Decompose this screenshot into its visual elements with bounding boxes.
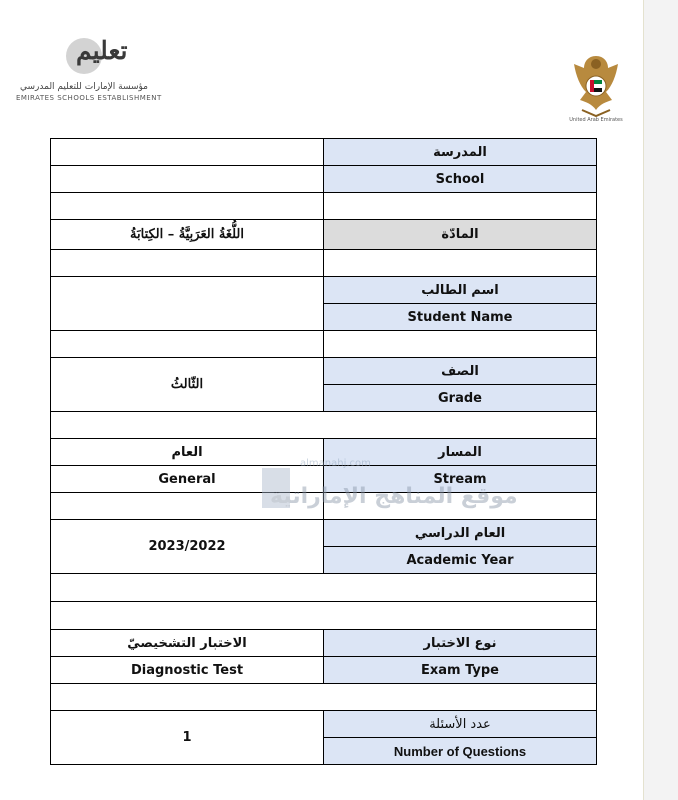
table-row bbox=[51, 331, 597, 358]
spacer-cell bbox=[51, 193, 324, 220]
stream-value-en: General bbox=[51, 466, 324, 493]
subject-value: اللُّغَةُ العَرَبِيَّةُ – الكِتابَةُ bbox=[51, 220, 324, 250]
questions-label-ar: عدد الأسئلة bbox=[324, 711, 597, 738]
ese-logo-arabic: مؤسسة الإمارات للتعليم المدرسي bbox=[20, 82, 148, 92]
spacer-cell bbox=[51, 331, 324, 358]
subject-label: المادّة bbox=[324, 220, 597, 250]
table-row bbox=[51, 139, 597, 166]
ese-logo-word: تعليم bbox=[76, 36, 128, 65]
table-row bbox=[51, 657, 597, 684]
student-name-value[interactable] bbox=[51, 277, 324, 331]
spacer-cell bbox=[324, 250, 597, 277]
student-label-en: Student Name bbox=[324, 304, 597, 331]
stream-label-en: Stream bbox=[324, 466, 597, 493]
table-row bbox=[51, 193, 597, 220]
grade-value: الثّالثُ bbox=[51, 358, 324, 412]
info-table bbox=[50, 138, 597, 765]
spacer-cell bbox=[51, 684, 597, 711]
questions-count-value: 1 bbox=[51, 711, 324, 765]
school-label-en: School bbox=[324, 166, 597, 193]
table-row bbox=[51, 630, 597, 657]
academic-year-label-ar: العام الدراسي bbox=[324, 520, 597, 547]
table-row bbox=[51, 684, 597, 711]
questions-label-en: Number of Questions bbox=[324, 738, 597, 765]
spacer-cell bbox=[51, 412, 597, 439]
spacer-cell bbox=[324, 193, 597, 220]
ese-logo-english: EMIRATES SCHOOLS ESTABLISHMENT bbox=[16, 94, 162, 102]
table-row bbox=[51, 602, 597, 630]
grade-label-en: Grade bbox=[324, 385, 597, 412]
watermark-site: almanahj.com bbox=[300, 458, 371, 469]
table-row bbox=[51, 277, 597, 304]
academic-year-label-en: Academic Year bbox=[324, 547, 597, 574]
table-row bbox=[51, 711, 597, 738]
student-label-ar: اسم الطالب bbox=[324, 277, 597, 304]
uae-caption: United Arab Emirates bbox=[569, 117, 623, 123]
school-value[interactable] bbox=[51, 139, 324, 166]
watermark-name: موقع المناهج الإماراتية bbox=[270, 484, 518, 509]
exam-type-value-ar: الاختبار التشخيصيّ bbox=[51, 630, 324, 657]
stream-label-ar: المسار bbox=[324, 439, 597, 466]
table-row bbox=[51, 166, 597, 193]
school-value-en[interactable] bbox=[51, 166, 324, 193]
table-row bbox=[51, 250, 597, 277]
grade-label-ar: الصف bbox=[324, 358, 597, 385]
table-row bbox=[51, 358, 597, 385]
table-row bbox=[51, 574, 597, 602]
spacer-cell bbox=[324, 331, 597, 358]
exam-type-value-en: Diagnostic Test bbox=[51, 657, 324, 684]
exam-type-label-ar: نوع الاختبار bbox=[324, 630, 597, 657]
stream-value-ar: العام bbox=[51, 439, 324, 466]
table-row bbox=[51, 220, 597, 250]
uae-emblem-icon bbox=[566, 50, 626, 126]
school-label-ar: المدرسة bbox=[324, 139, 597, 166]
spacer-cell bbox=[51, 250, 324, 277]
spacer-cell bbox=[51, 602, 597, 630]
ese-logo bbox=[14, 36, 162, 102]
table-row bbox=[51, 412, 597, 439]
spacer-cell bbox=[51, 574, 597, 602]
academic-year-value: 2023/2022 bbox=[51, 520, 324, 574]
exam-type-label-en: Exam Type bbox=[324, 657, 597, 684]
